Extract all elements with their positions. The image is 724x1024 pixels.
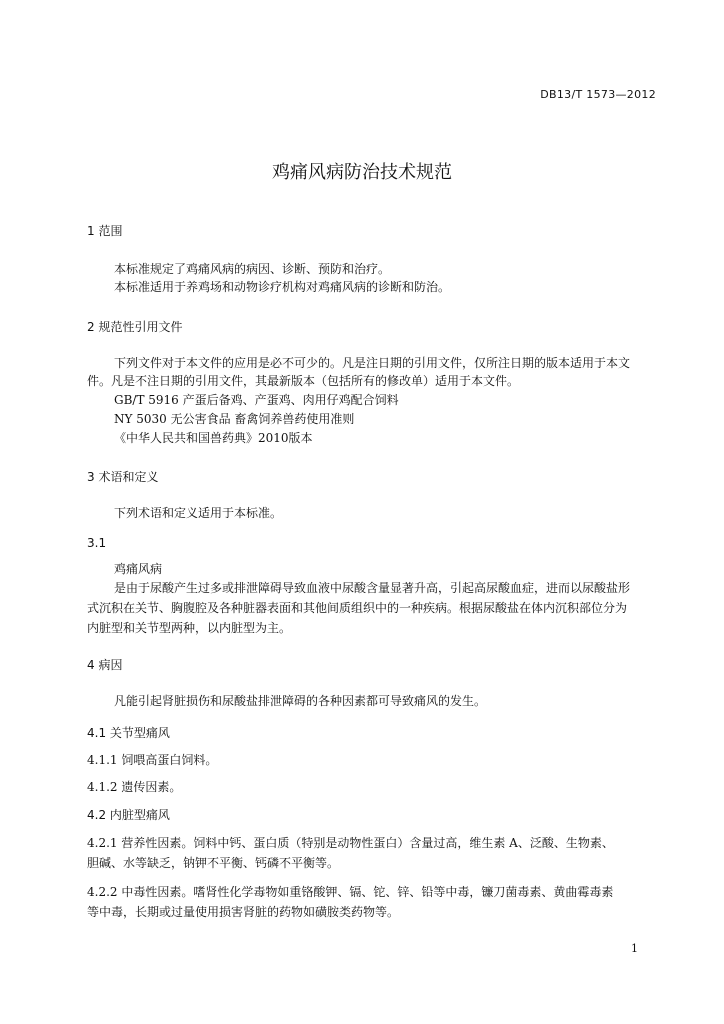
section-2-para-line-1: 下列文件对于本文件的应用是必不可少的。凡是注日期的引用文件，仅所注日期的版本适用于本文: [114, 356, 631, 370]
item-4-2-1-line-2: 胆碱、水等缺乏，钠钾不平衡、钙磷不平衡等。: [87, 856, 340, 870]
section-1-heading: 1 范围: [87, 224, 123, 238]
subsection-4-1-heading: 4.1 关节型痛风: [87, 726, 170, 740]
section-3-heading: 3 术语和定义: [87, 470, 159, 484]
document-title: 鸡痛风病防治技术规范: [272, 162, 452, 183]
term-definition-line-1: 是由于尿酸产生过多或排泄障碍导致血液中尿酸含量显著升高，引起高尿酸血症，进而以尿酸盐形: [114, 581, 631, 595]
standard-number: DB13/T 1573—2012: [540, 88, 656, 101]
section-1-para-1: 本标准规定了鸡痛风病的病因、诊断、预防和治疗。: [114, 262, 391, 276]
section-2-heading: 2 规范性引用文件: [87, 320, 183, 334]
section-4-heading: 4 病因: [87, 658, 123, 672]
section-3-para-1: 下列术语和定义适用于本标准。: [114, 506, 283, 520]
item-4-2-2-line-1: 4.2.2 中毒性因素。嗜肾性化学毒物如重铬酸钾、镉、铊、锌、铅等中毒，镰刀菌毒素、黄曲霉毒素: [87, 885, 614, 899]
term-definition-line-3: 内脏型和关节型两种，以内脏型为主。: [87, 621, 292, 635]
subsection-4-2-heading: 4.2 内脏型痛风: [87, 808, 170, 822]
item-4-2-1-line-1: 4.2.1 营养性因素。饲料中钙、蛋白质（特别是动物性蛋白）含量过高，维生素 A、泛酸、生物素、: [87, 836, 614, 850]
term-definition-line-2: 式沉积在关节、胸腹腔及各种脏器表面和其他间质组织中的一种疾病。根据尿酸盐在体内沉积部位分为: [87, 601, 628, 615]
section-4-para-1: 凡能引起肾脏损伤和尿酸盐排泄障碍的各种因素都可导致痛风的发生。: [114, 694, 487, 708]
section-2-para-line-2: 件。凡是不注日期的引用文件，其最新版本（包括所有的修改单）适用于本文件。: [87, 374, 520, 388]
reference-ny-5030: NY 5030 无公害食品 畜禽饲养兽药使用准则: [114, 412, 355, 426]
subsection-3-1-number: 3.1: [87, 536, 107, 550]
reference-veterinary-pharmacopoeia: 《中华人民共和国兽药典》2010版本: [114, 431, 313, 445]
item-4-1-1: 4.1.1 饲喂高蛋白饲料。: [87, 753, 218, 767]
item-4-2-2-line-2: 等中毒，长期或过量使用损害肾脏的药物如磺胺类药物等。: [87, 905, 400, 919]
item-4-1-2: 4.1.2 遗传因素。: [87, 780, 182, 794]
page-number: 1: [631, 942, 638, 955]
section-1-para-2: 本标准适用于养鸡场和动物诊疗机构对鸡痛风病的诊断和防治。: [114, 280, 451, 294]
term-name: 鸡痛风病: [114, 562, 163, 576]
reference-gbt-5916: GB/T 5916 产蛋后备鸡、产蛋鸡、肉用仔鸡配合饲料: [114, 393, 399, 407]
